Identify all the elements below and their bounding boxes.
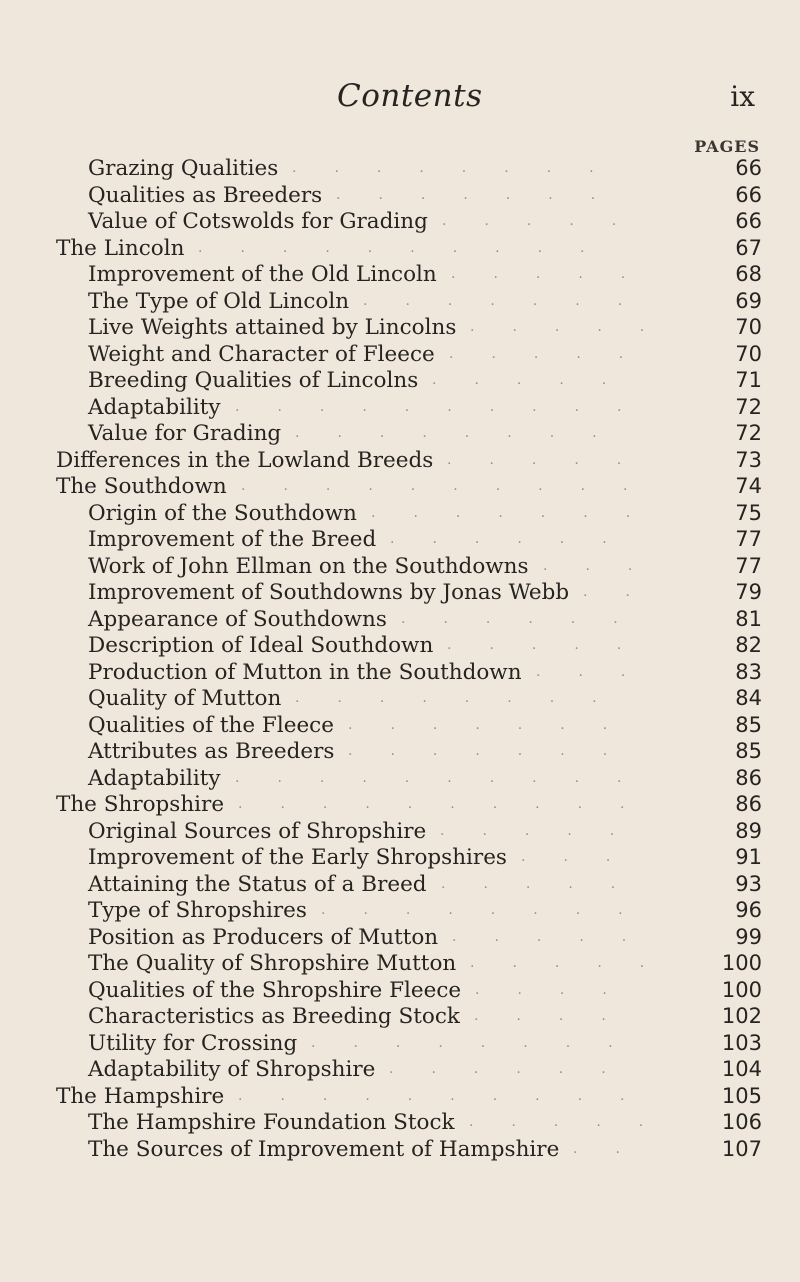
- toc-entry-page: 85: [735, 712, 762, 737]
- toc-entry-title: Origin of the Southdown: [88, 500, 357, 526]
- running-title: Contents: [337, 78, 483, 114]
- toc-entry-title: Improvement of the Early Shropshires: [88, 845, 507, 870]
- toc-entry: [0, 1084, 800, 1111]
- toc-entry: [0, 1137, 800, 1164]
- toc-entry-page: 85: [735, 739, 762, 763]
- page-header: [0, 78, 800, 118]
- dot-leader: .......: [348, 716, 646, 733]
- toc-entry-page: 82: [735, 633, 762, 657]
- toc-entry-title: Original Sources of Shropshire: [88, 818, 427, 844]
- toc-entry-title: Differences in the Lowland Breeds: [56, 447, 434, 473]
- toc-entry-title: Qualities as Breeders: [88, 182, 323, 208]
- dot-leader: .....: [469, 1114, 682, 1130]
- toc-entry-page: 96: [735, 898, 762, 922]
- toc-entry-title: Quality of Mutton: [88, 686, 282, 711]
- toc-entry: [0, 1004, 800, 1031]
- toc-entry: [0, 660, 800, 687]
- dot-leader: ..........: [235, 398, 660, 415]
- toc-entry: [0, 898, 800, 925]
- toc-entry-page: 99: [735, 924, 762, 949]
- toc-entry-title: Improvement of Southdowns by Jonas Webb: [88, 580, 570, 605]
- toc-entry: [0, 1110, 800, 1137]
- toc-entry: [0, 262, 800, 289]
- dot-leader: ........: [295, 690, 635, 706]
- dot-leader: ..........: [235, 769, 660, 786]
- table-of-contents: [0, 156, 800, 1163]
- toc-entry-page: 66: [735, 209, 762, 233]
- toc-entry-title: Live Weights attained by Lincolns: [88, 315, 457, 340]
- toc-entry: [0, 156, 800, 183]
- toc-entry-page: 79: [735, 580, 762, 604]
- toc-entry: [0, 183, 800, 210]
- dot-leader: .....: [447, 637, 660, 653]
- dot-leader: .....: [449, 345, 662, 362]
- dot-leader: ..........: [238, 1087, 663, 1104]
- toc-entry: [0, 289, 800, 316]
- toc-entry-page: 83: [735, 659, 762, 684]
- toc-entry-page: 73: [735, 447, 762, 472]
- dot-leader: ..: [573, 1140, 658, 1157]
- toc-entry-page: 84: [735, 686, 762, 710]
- dot-leader: ..........: [241, 478, 666, 494]
- toc-entry: [0, 845, 800, 872]
- toc-entry-page: 89: [735, 818, 762, 843]
- toc-entry: [0, 792, 800, 819]
- dot-leader: ..........: [238, 796, 663, 812]
- toc-entry-title: The Southdown: [56, 474, 227, 499]
- dot-leader: ..........: [198, 239, 623, 256]
- dot-leader: .....: [441, 875, 654, 892]
- toc-entry: [0, 1031, 800, 1058]
- dot-leader: ....: [475, 981, 645, 998]
- dot-leader: .....: [432, 372, 645, 388]
- toc-entry-page: 107: [721, 1136, 762, 1161]
- toc-entry-title: The Hampshire Foundation Stock: [88, 1110, 455, 1135]
- dot-leader: .......: [363, 292, 661, 309]
- pages-column-label: PAGES: [694, 137, 760, 156]
- toc-entry: [0, 209, 800, 236]
- toc-entry-page: 66: [735, 182, 762, 207]
- dot-leader: ...: [536, 663, 664, 680]
- toc-entry-title: Breeding Qualities of Lincolns: [88, 368, 419, 393]
- dot-leader: ...: [543, 557, 671, 574]
- toc-entry-title: Attributes as Breeders: [88, 739, 335, 764]
- dot-leader: .....: [470, 319, 683, 335]
- toc-entry: [0, 236, 800, 263]
- toc-entry-page: 74: [735, 474, 762, 498]
- toc-entry-title: Value for Grading: [88, 421, 282, 446]
- toc-entry-page: 68: [735, 262, 762, 286]
- page-number: ix: [730, 80, 755, 113]
- toc-entry-title: Production of Mutton in the Southdown: [88, 659, 522, 685]
- toc-entry-title: Appearance of Southdowns: [88, 606, 387, 632]
- toc-entry-title: Improvement of the Old Lincoln: [88, 262, 437, 287]
- toc-entry-page: 103: [721, 1030, 762, 1055]
- dot-leader: .....: [451, 266, 664, 282]
- toc-entry-page: 67: [735, 235, 762, 260]
- dot-leader: ..: [583, 584, 668, 600]
- toc-entry-page: 77: [735, 553, 762, 578]
- toc-entry: [0, 554, 800, 581]
- toc-entry: [0, 527, 800, 554]
- toc-entry: [0, 739, 800, 766]
- dot-leader: ....: [474, 1008, 644, 1024]
- toc-entry-page: 77: [735, 527, 762, 551]
- toc-entry: [0, 421, 800, 448]
- toc-entry-title: Utility for Crossing: [88, 1030, 298, 1056]
- dot-leader: ........: [321, 902, 661, 918]
- toc-entry-title: Work of John Ellman on the Southdowns: [88, 553, 529, 579]
- toc-entry-page: 72: [735, 394, 762, 419]
- toc-entry-page: 81: [735, 606, 762, 631]
- toc-entry: [0, 978, 800, 1005]
- dot-leader: ........: [292, 160, 632, 176]
- toc-entry-title: The Hampshire: [56, 1083, 225, 1109]
- toc-entry: [0, 395, 800, 422]
- toc-entry: [0, 633, 800, 660]
- toc-entry: [0, 872, 800, 899]
- dot-leader: .....: [470, 955, 683, 971]
- toc-entry-page: 100: [721, 951, 762, 975]
- toc-entry-page: 91: [735, 845, 762, 869]
- toc-entry-title: Adaptability: [88, 394, 221, 420]
- toc-entry-title: Weight and Character of Fleece: [88, 341, 435, 367]
- toc-entry: [0, 819, 800, 846]
- toc-entry-page: 70: [735, 315, 762, 339]
- toc-entry-page: 86: [735, 792, 762, 816]
- toc-entry-title: Qualities of the Shropshire Fleece: [88, 977, 462, 1003]
- toc-entry-title: Type of Shropshires: [88, 898, 307, 923]
- toc-entry-page: 72: [735, 421, 762, 445]
- dot-leader: .....: [452, 928, 665, 945]
- toc-entry-title: The Quality of Shropshire Mutton: [88, 951, 457, 976]
- toc-entry: [0, 607, 800, 634]
- dot-leader: .......: [371, 504, 669, 521]
- toc-entry-title: The Lincoln: [56, 235, 185, 261]
- toc-entry-page: 69: [735, 288, 762, 313]
- toc-entry-title: Adaptability of Shropshire: [88, 1057, 376, 1082]
- toc-entry-title: Value of Cotswolds for Grading: [88, 209, 428, 234]
- toc-entry: [0, 501, 800, 528]
- toc-entry-page: 71: [735, 368, 762, 392]
- toc-entry: [0, 766, 800, 793]
- toc-entry: [0, 686, 800, 713]
- toc-entry-page: 66: [735, 156, 762, 180]
- toc-entry-page: 102: [721, 1004, 762, 1028]
- toc-entry-title: The Shropshire: [56, 792, 225, 817]
- toc-entry-page: 70: [735, 341, 762, 366]
- toc-entry-page: 100: [721, 977, 762, 1002]
- dot-leader: ........: [311, 1034, 651, 1051]
- dot-leader: .....: [440, 822, 653, 839]
- dot-leader: ......: [401, 610, 656, 627]
- toc-entry: [0, 474, 800, 501]
- dot-leader: ........: [295, 425, 635, 441]
- toc-entry-title: Grazing Qualities: [88, 156, 279, 181]
- toc-entry-title: Adaptability: [88, 765, 221, 791]
- dot-leader: .....: [447, 451, 660, 468]
- toc-entry-page: 105: [721, 1083, 762, 1108]
- toc-entry-title: Description of Ideal Southdown: [88, 633, 434, 658]
- toc-entry-title: Improvement of the Breed: [88, 527, 377, 552]
- toc-entry: [0, 951, 800, 978]
- toc-entry: [0, 448, 800, 475]
- toc-entry: [0, 713, 800, 740]
- toc-entry: [0, 925, 800, 952]
- toc-entry: [0, 1057, 800, 1084]
- dot-leader: ......: [389, 1061, 644, 1077]
- toc-entry: [0, 342, 800, 369]
- toc-entry-title: Qualities of the Fleece: [88, 712, 334, 738]
- toc-entry-page: 106: [721, 1110, 762, 1134]
- dot-leader: .....: [442, 213, 655, 229]
- toc-entry-title: Position as Producers of Mutton: [88, 924, 439, 950]
- toc-entry: [0, 580, 800, 607]
- toc-entry-title: The Type of Old Lincoln: [88, 288, 350, 314]
- toc-entry-page: 93: [735, 871, 762, 896]
- toc-entry: [0, 368, 800, 395]
- dot-leader: ......: [390, 531, 645, 547]
- dot-leader: ...: [521, 849, 649, 865]
- toc-entry-page: 86: [735, 765, 762, 790]
- toc-entry-title: Attaining the Status of a Breed: [88, 871, 427, 897]
- dot-leader: .......: [336, 186, 634, 203]
- dot-leader: .......: [348, 743, 646, 759]
- toc-entry: [0, 315, 800, 342]
- toc-entry-title: The Sources of Improvement of Hampshire: [88, 1136, 560, 1162]
- toc-entry-page: 104: [721, 1057, 762, 1081]
- toc-entry-title: Characteristics as Breeding Stock: [88, 1004, 460, 1029]
- toc-entry-page: 75: [735, 500, 762, 525]
